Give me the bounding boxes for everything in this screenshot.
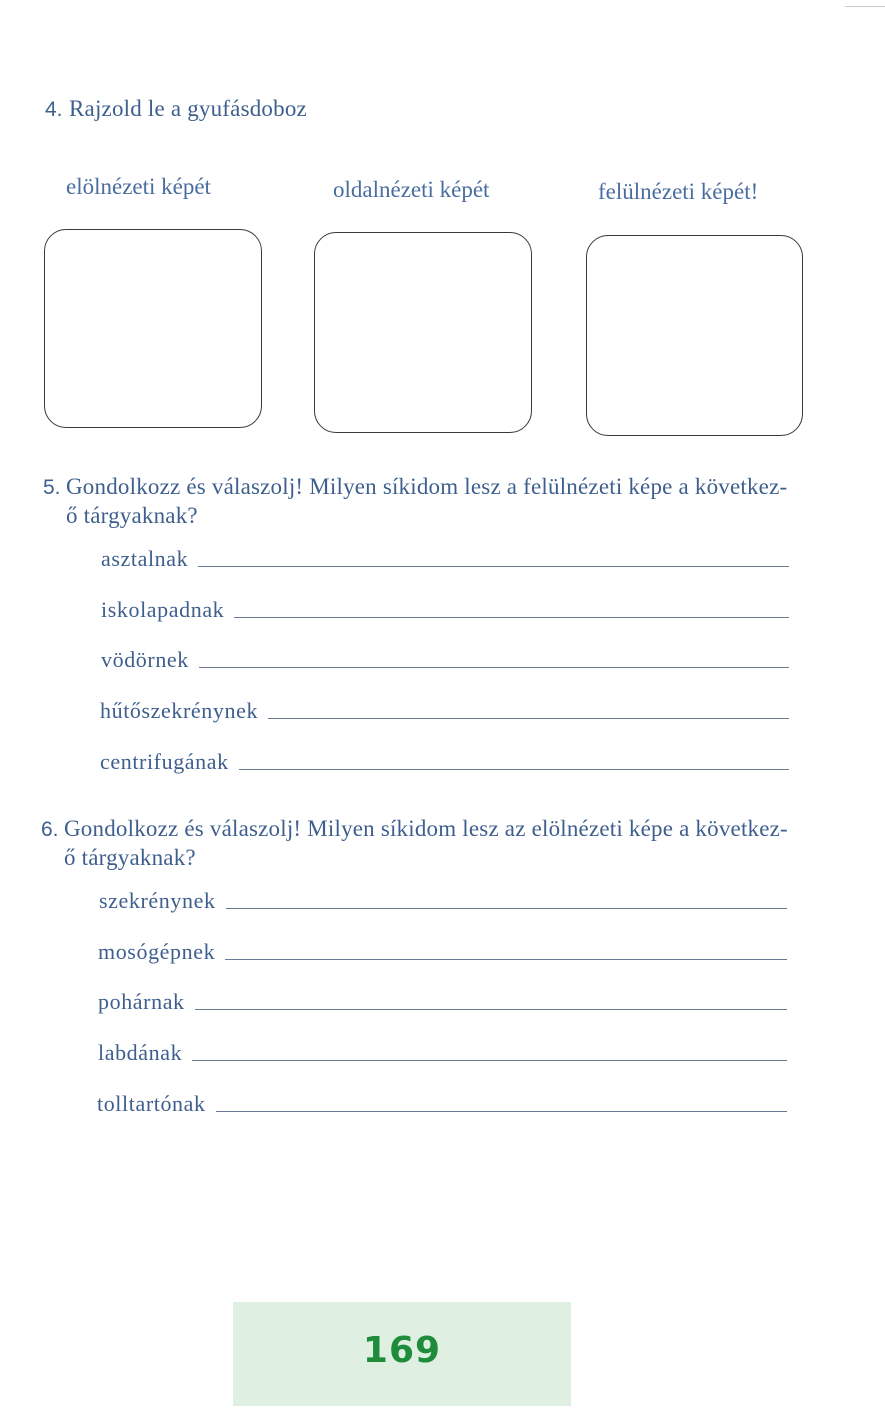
q5-answer-row-2 xyxy=(101,597,789,623)
q5-number: 5. xyxy=(43,476,61,499)
q5-answer-row-4 xyxy=(100,698,789,724)
q5-answer-line-1[interactable] xyxy=(198,565,789,567)
q6-item-label: tolltartónak xyxy=(97,1091,206,1116)
q6-answer-row-2 xyxy=(98,939,787,965)
q6-item-label: szekrénynek xyxy=(99,888,216,913)
q5-answer-line-5[interactable] xyxy=(239,768,789,770)
q5-answer-line-2[interactable] xyxy=(234,616,789,618)
q4-view-label-top: felülnézeti képét! xyxy=(598,179,759,204)
page-number-box xyxy=(233,1302,571,1406)
q6-answer-row-5 xyxy=(97,1091,787,1117)
q5-answer-row-5 xyxy=(100,749,789,775)
drawing-box-side[interactable] xyxy=(314,232,532,433)
q6-answer-line-4[interactable] xyxy=(192,1059,787,1061)
q4-view-label-side: oldalnézeti képét xyxy=(333,177,490,202)
q6-answer-line-5[interactable] xyxy=(216,1110,787,1112)
scan-edge-line xyxy=(845,6,885,7)
q5-answer-row-3 xyxy=(101,647,789,673)
drawing-box-top[interactable] xyxy=(586,235,803,436)
q5-item-label: iskolapadnak xyxy=(101,597,225,622)
q5-item-label: hűtőszekrénynek xyxy=(100,698,259,723)
q4-text: Rajzold le a gyufásdoboz xyxy=(69,96,307,121)
q5-answer-row-1 xyxy=(101,546,789,572)
q6-answer-line-1[interactable] xyxy=(226,907,787,909)
q5-item-label: asztalnak xyxy=(101,546,189,571)
q6-text-line1: Gondolkozz és válaszolj! Milyen síkidom lesz az elölnézeti képe a következ- xyxy=(64,816,788,841)
q5-answer-line-3[interactable] xyxy=(199,666,789,668)
q5-text-line1: Gondolkozz és válaszolj! Milyen síkidom lesz a felülnézeti képe a következ- xyxy=(66,474,788,499)
q6-answer-line-2[interactable] xyxy=(225,958,787,960)
q6-answer-row-3 xyxy=(98,989,787,1015)
q6-item-label: mosógépnek xyxy=(98,939,216,964)
q5-answer-line-4[interactable] xyxy=(268,717,789,719)
page-number: 169 xyxy=(362,1330,442,1371)
q5-text-line2: ő tárgyaknak? xyxy=(66,503,198,528)
q4-number: 4. xyxy=(45,98,63,121)
q6-item-label: pohárnak xyxy=(98,989,185,1014)
q6-item-label: labdának xyxy=(98,1040,183,1065)
drawing-box-front[interactable] xyxy=(44,229,262,428)
q6-answer-row-4 xyxy=(98,1040,787,1066)
q6-number: 6. xyxy=(41,818,59,841)
q5-item-label: centrifugának xyxy=(100,749,229,774)
q6-text-line2: ő tárgyaknak? xyxy=(64,845,196,870)
q6-answer-row-1 xyxy=(99,888,787,914)
q4-view-label-front: elölnézeti képét xyxy=(66,174,211,199)
q5-item-label: vödörnek xyxy=(101,647,189,672)
q6-answer-line-3[interactable] xyxy=(195,1008,787,1010)
